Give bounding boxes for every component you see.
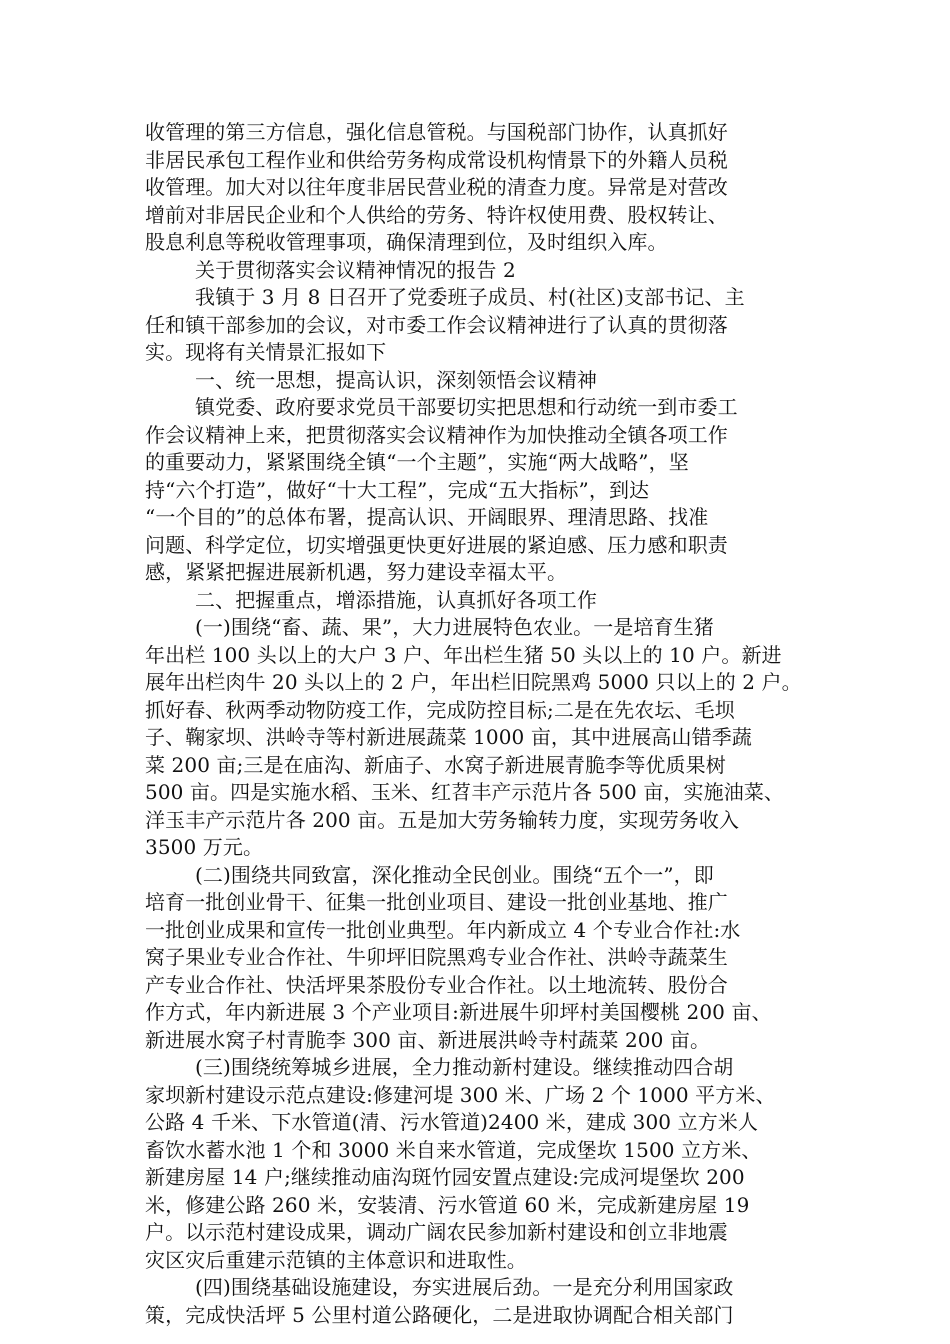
text-line: 新建房屋 14 户;继续推动庙沟斑竹园安置点建设:完成河堤堡坎 200 <box>145 1165 745 1189</box>
text-line: 一批创业成果和宣传一批创业典型。年内新成立 4 个专业合作社:水 <box>145 917 741 942</box>
text-line: 实。现将有关情景汇报如下 <box>145 340 387 364</box>
text-line: (一)围绕“畜、蔬、果”，大力进展特色农业。一是培育生猪 <box>195 615 714 639</box>
text-line: 作会议精神上来，把贯彻落实会议精神作为加快推动全镇各项工作 <box>145 422 728 447</box>
text-line: 收管理。加大对以往年度非居民营业税的清查力度。异常是对营改 <box>145 175 728 199</box>
text-line: 作方式，年内新进展 3 个产业项目:新进展牛卯坪村美国樱桃 200 亩、 <box>145 1000 772 1024</box>
text-line: 灾区灾后重建示范镇的主体意识和进取性。 <box>145 1247 527 1272</box>
text-line: 抓好春、秋两季动物防疫工作，完成防控目标;二是在先农坛、毛坝 <box>145 697 735 722</box>
text-line: 的重要动力，紧紧围绕全镇“一个主题”，实施“两大战略”，坚 <box>145 450 689 474</box>
text-line: 畜饮水蓄水池 1 个和 3000 米自来水管道，完成堡坎 1500 立方米、 <box>145 1137 762 1162</box>
text-line: 子、鞠家坝、洪岭寺等村新进展蔬菜 1000 亩，其中进展高山错季蔬 <box>145 725 752 749</box>
text-line: 新进展水窝子村青脆李 300 亩、新进展洪岭寺村蔬菜 200 亩。 <box>145 1027 711 1052</box>
text-line: 问题、科学定位，切实增强更快更好进展的紧迫感、压力感和职责 <box>145 532 728 557</box>
text-line: 收管理的第三方信息，强化信息管税。与国税部门协作，认真抓好 <box>145 120 728 144</box>
text-line: 增前对非居民企业和个人供给的劳务、特许权使用费、股权转让、 <box>145 202 728 227</box>
text-line: 产专业合作社、快活坪果茶股份专业合作社。以土地流转、股份合 <box>145 972 728 997</box>
text-line: (二)围绕共同致富，深化推动全民创业。围绕“五个一”，即 <box>195 862 714 887</box>
text-line: 米，修建公路 260 米，安装清、污水管道 60 米，完成新建房屋 19 <box>145 1192 750 1217</box>
text-line: 任和镇干部参加的会议，对市委工作会议精神进行了认真的贯彻落 <box>145 312 728 337</box>
text-line: “一个目的”的总体布署，提高认识、开阔眼界、理清思路、找准 <box>145 505 709 529</box>
text-line: 策，完成快活坪 5 公里村道公路硬化，二是进取协调配合相关部门 <box>145 1302 734 1327</box>
document-body <box>145 119 813 1329</box>
text-line: 我镇于 3 月 8 日召开了党委班子成员、村(社区)支部书记、主 <box>195 285 745 309</box>
text-line: 500 亩。四是实施水稻、玉米、红苕丰产示范片各 500 亩，实施油菜、 <box>145 780 785 804</box>
text-line: 年出栏 100 头以上的大户 3 户、年出栏生猪 50 头以上的 10 户。新进 <box>145 642 782 667</box>
text-line: 持“六个打造”，做好“十大工程”，完成“五大指标”，到达 <box>145 477 650 502</box>
text-line: (三)围绕统筹城乡进展，全力推动新村建设。继续推动四合胡 <box>195 1055 734 1079</box>
text-line: 二、把握重点，增添措施，认真抓好各项工作 <box>195 587 597 612</box>
text-line: 公路 4 千米、下水管道(清、污水管道)2400 米，建成 300 立方米人 <box>145 1110 758 1134</box>
text-line: 3500 万元。 <box>145 835 264 859</box>
text-line: 关于贯彻落实会议精神情况的报告 2 <box>195 257 516 282</box>
text-line: 一、统一思想，提高认识，深刻领悟会议精神 <box>195 367 597 392</box>
text-line: 股息利息等税收管理事项，确保清理到位，及时组织入库。 <box>145 230 668 254</box>
text-line: 镇党委、政府要求党员干部要切实把思想和行动统一到市委工 <box>195 395 738 419</box>
text-line: 感，紧紧把握进展新机遇，努力建设幸福太平。 <box>145 560 568 584</box>
text-line: 非居民承包工程作业和供给劳务构成常设机构情景下的外籍人员税 <box>145 147 728 172</box>
text-line: 菜 200 亩;三是在庙沟、新庙子、水窝子新进展青脆李等优质果树 <box>145 752 726 777</box>
text-line: (四)围绕基础设施建设，夯实进展后劲。一是充分利用国家政 <box>195 1275 734 1299</box>
text-line: 窝子果业专业合作社、牛卯坪旧院黑鸡专业合作社、洪岭寺蔬菜生 <box>145 945 728 969</box>
text-line: 展年出栏肉牛 20 头以上的 2 户，年出栏旧院黑鸡 5000 只以上的 2 户。 <box>145 670 802 694</box>
text-line: 洋玉丰产示范片各 200 亩。五是加大劳务输转力度，实现劳务收入 <box>145 807 740 832</box>
text-line: 户。以示范村建设成果，调动广阔农民参加新村建设和创立非地震 <box>145 1220 728 1244</box>
text-line: 家坝新村建设示范点建设:修建河堤 300 米、广场 2 个 1000 平方米、 <box>145 1082 776 1107</box>
text-line: 培育一批创业骨干、征集一批创业项目、建设一批创业基地、推广 <box>145 890 728 914</box>
